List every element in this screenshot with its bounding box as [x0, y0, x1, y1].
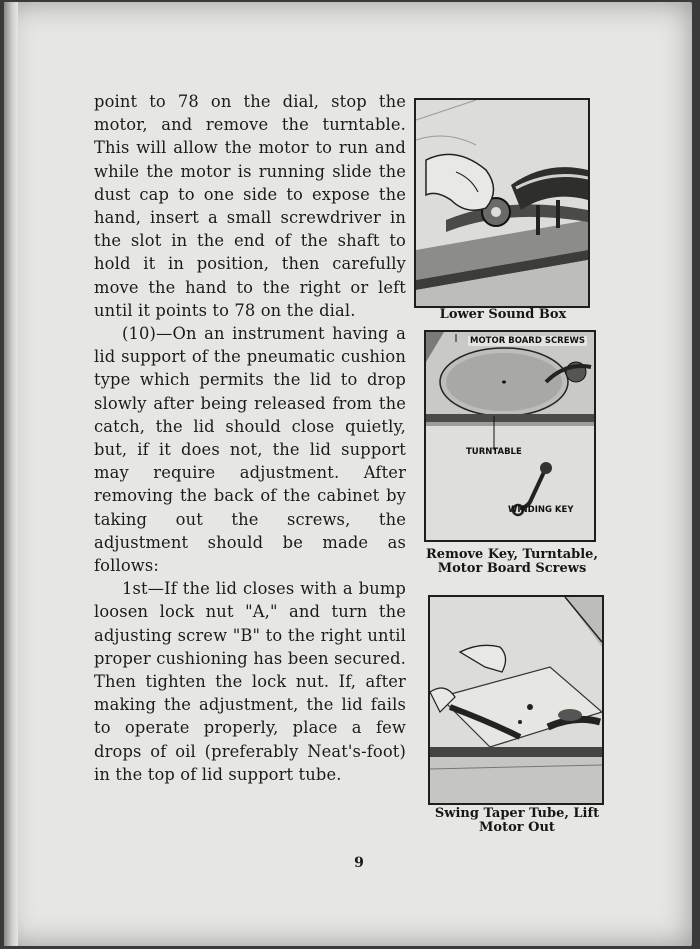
body-text-column [94, 90, 406, 786]
label-winding-key: WINDING KEY [508, 505, 574, 515]
caption-remove-key-turntable: Remove Key, Turntable, Motor Board Screws [426, 547, 598, 576]
page-number: 9 [354, 855, 364, 871]
taper-tube-illustration [430, 597, 602, 803]
sound-box-illustration [416, 100, 588, 306]
paragraph-continued: point to 78 on the dial, stop the motor, and remove the turntable. This will allow the motor to run and while the motor is running slide the dust cap to one side to expose the hand, insert a small screwdriver in the slot in the end of the shaft to hold it in position, then carefully move the hand to the right or left until it points to 78 on the dial. [94, 92, 406, 320]
caption-swing-taper-tube: Swing Taper Tube, Lift Motor Out [434, 806, 600, 835]
figure-remove-key-turntable [424, 330, 596, 542]
page-spine [4, 2, 18, 946]
figure-lower-sound-box [414, 98, 590, 308]
paragraph-first-step: 1st—If the lid closes with a bump loosen lock nut "A," and turn the adjusting screw "B" to the right until proper cushioning has been secured. Then tighten the lock nut. If, after making the adjustment, the lid fails to operate properly, place a few drops of oil (preferably Neat's-foot) in the top of lid support tube. [94, 579, 406, 784]
paragraph-lid-support: (10)—On an instrument having a lid support of the pneumatic cushion type which permits the lid to drop slowly after being released from the catch, the lid should close quietly, but, if it does not, the lid support may require adjustment. After removing the back of the cabinet by taking out the screws, the adjustment should be made as follows: [94, 324, 406, 576]
label-turntable: TURNTABLE [466, 447, 522, 457]
manual-page [4, 2, 692, 946]
label-motor-board-screws: MOTOR BOARD SCREWS [470, 336, 586, 346]
figure-swing-taper-tube [428, 595, 604, 805]
caption-lower-sound-box: Lower Sound Box [439, 307, 567, 322]
